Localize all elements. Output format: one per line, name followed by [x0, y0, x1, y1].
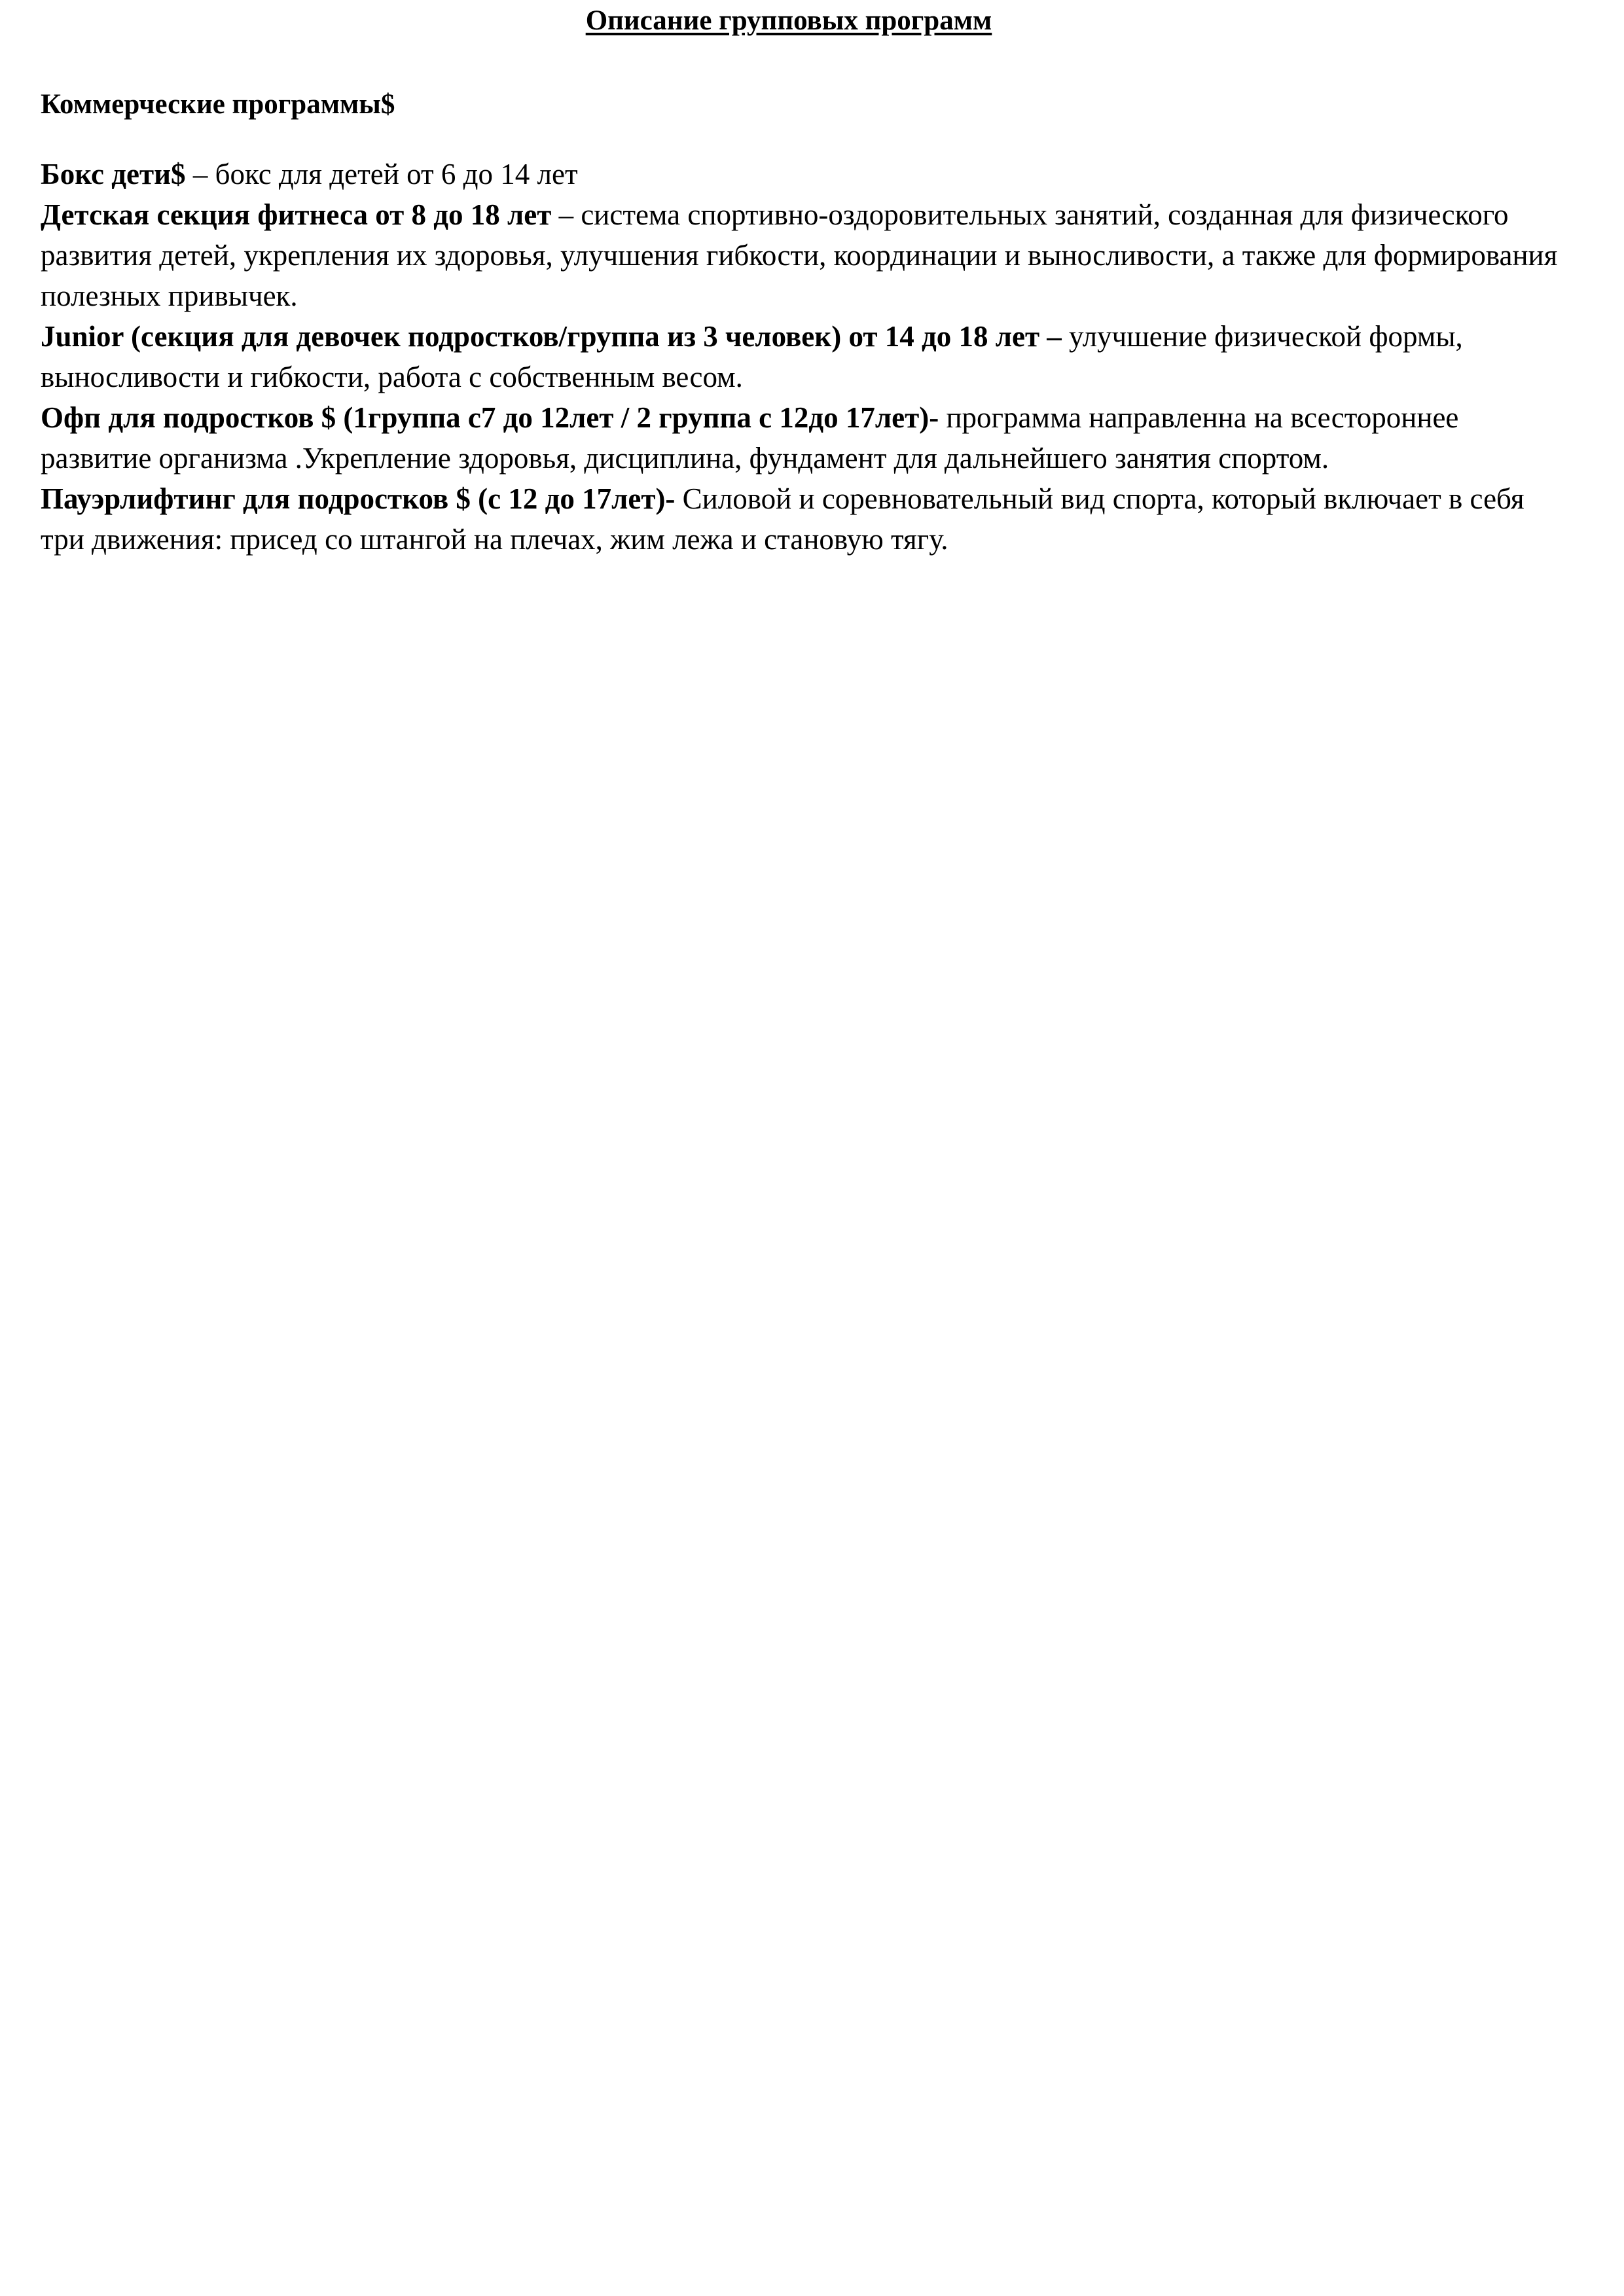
program-name: Офп для подростков $ (1группа с7 до 12лет / 2 группа с 12до 17лет)-: [41, 401, 939, 434]
section-heading: Коммерческие программы$: [41, 89, 395, 120]
program-item: [41, 194, 1566, 316]
program-name: Пауэрлифтинг для подростков $ (с 12 до 17лет)-: [41, 482, 676, 515]
program-item: [41, 397, 1566, 478]
program-item: [41, 478, 1566, 560]
program-name: Junior (секция для девочек подростков/группа из 3 человек) от 14 до 18 лет –: [41, 320, 1062, 353]
program-name: Детская секция фитнеса от 8 до 18 лет: [41, 198, 552, 231]
program-item: [41, 154, 1566, 194]
program-name: Бокс дети$: [41, 158, 186, 190]
program-description: – система спортивно-оздоровительных занятий, созданная для физического развития детей, укрепления их здоровья, улучшения гибкости, координации и выносливости, а также для формирования полезных привычек.: [41, 198, 1558, 312]
document-title: Описание групповых программ: [585, 5, 992, 36]
program-description: улучшение физической формы, выносливости и гибкости, работа с собственным весом.: [41, 320, 1463, 393]
program-description: программа направленна на всестороннее развитие организма .Укрепление здоровья, дисциплина, фундамент для дальнейшего занятия спортом.: [41, 401, 1459, 475]
program-list: [41, 154, 1566, 560]
program-description: – бокс для детей от 6 до 14 лет: [185, 158, 578, 190]
program-item: [41, 316, 1566, 397]
program-description: Силовой и соревновательный вид спорта, который включает в себя три движения: присед со штангой на плечах, жим лежа и становую тягу.: [41, 482, 1525, 556]
